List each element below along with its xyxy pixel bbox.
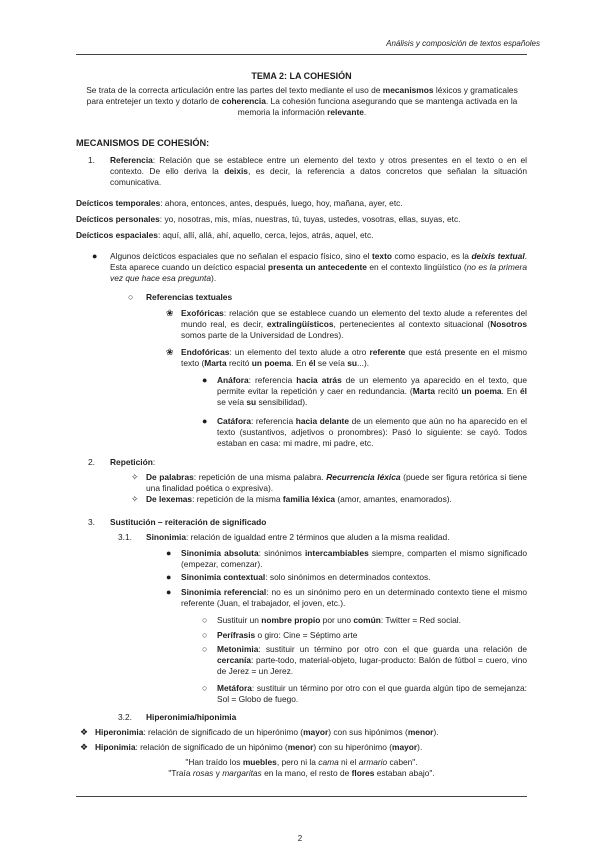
sinonimia-referencial-paragraph: Sinonimia referencial: no es un sinónimo pero en un determinado contexto tiene el mismo referente (Juan, el trabajador, el joven, etc.). bbox=[181, 587, 527, 608]
example-quote-2: "Traía rosas y margaritas en la mano, el resto de flores estaban abajo". bbox=[168, 768, 435, 778]
circle-bullet-icon: ○ bbox=[128, 292, 134, 302]
circle-bullet-icon: ○ bbox=[202, 615, 208, 625]
deicticos-espaciales: Deícticos espaciales: aquí, allí, allá, ahí, aquello, cerca, lejos, atrás, aquel, etc. bbox=[76, 230, 374, 240]
circle-bullet-icon: ○ bbox=[202, 683, 208, 693]
item-number-3: 3. bbox=[88, 517, 95, 527]
perifrasis-item: Perífrasis o giro: Cine = Séptimo arte bbox=[217, 630, 358, 640]
item-number-2: 2. bbox=[88, 457, 95, 467]
star-bullet-icon: ✧ bbox=[131, 472, 139, 482]
hiponimia-item: Hiponimia: relación de significado de un hipónimo (menor) con su hiperónimo (mayor). bbox=[95, 742, 423, 752]
bullet-icon: ● bbox=[202, 375, 208, 385]
repeticion-heading: Repetición: bbox=[110, 457, 156, 467]
footer-rule bbox=[76, 796, 527, 797]
circle-bullet-icon: ○ bbox=[202, 630, 208, 640]
circle-bullet-icon: ○ bbox=[202, 644, 208, 654]
referencias-textuales-label: Referencias textuales bbox=[146, 292, 233, 302]
section-heading: MECANISMOS DE COHESIÓN: bbox=[76, 138, 210, 148]
exoforicas-paragraph: Exofóricas: relación que se establece cuando un elemento del texto alude a referentes del mundo real, es decir, extralingüísticos, pertenecientes al contexto situacional (Nosotros somos parte de la Universidad de Londres). bbox=[181, 308, 527, 340]
sinonimia-absoluta-paragraph: Sinonimia absoluta: sinónimos intercambiables siempre, comparten el mismo significado (empezar, comenzar). bbox=[181, 548, 527, 569]
bullet-icon: ● bbox=[166, 587, 172, 597]
metafora-item: Metáfora: sustituir un término por otro con el que guarda algún tipo de semejanza: Sol = Globo de fuego. bbox=[217, 683, 527, 704]
sinonimia-paragraph: Sinonimia: relación de igualdad entre 2 términos que aluden a la misma realidad. bbox=[146, 532, 450, 542]
deixis-textual-paragraph: Algunos deícticos espaciales que no señalan el espacio físico, sino el texto como espacio, es la deíxis textual. Esta aparece cuando un deíctico espacial presenta un antecedente en el contexto lingüístico (no es la primera vez que hace esa pregunta). bbox=[110, 251, 527, 283]
deicticos-temporales: Deícticos temporales: ahora, entonces, antes, después, luego, hoy, mañana, ayer, etc. bbox=[76, 198, 403, 208]
metonimia-item: Metonimia: sustituir un término por otro con el que guarda una relación de cercanía: parte-todo, material-objeto, lugar-producto: Balón de fútbol = cuero, vino de Jerez = un Jerez. bbox=[217, 644, 527, 676]
example-quote-1: "Han traído los muebles, pero ni la cama ni el armario caben". bbox=[185, 757, 418, 767]
hiperonimia-item: Hiperonimia: relación de significado de un hiperónimo (mayor) con sus hipónimos (menor). bbox=[95, 727, 439, 737]
page-title: TEMA 2: LA COHESIÓN bbox=[251, 71, 352, 81]
flower-bullet-icon: ❀ bbox=[166, 308, 174, 318]
diamond-bullet-icon: ❖ bbox=[80, 742, 89, 752]
intro-paragraph: Se trata de la correcta articulación entre las partes del texto mediante el uso de mecanismos léxicos y gramaticales para entretejer un texto y dotarlo de coherencia. La cohesión funciona asegurando que se mantenga activada en la memoria la información relevante. bbox=[86, 85, 518, 117]
item-number-3-1: 3.1. bbox=[118, 532, 132, 542]
sustitucion-heading: Sustitución – reiteración de significado bbox=[110, 517, 267, 527]
sinonimia-contextual-paragraph: Sinonimia contextual: solo sinónimos en determinados contextos. bbox=[181, 572, 431, 582]
nombre-propio-item: Sustituir un nombre propio por uno común: Twitter = Red social. bbox=[217, 615, 461, 625]
bullet-icon: ● bbox=[166, 572, 172, 582]
catafora-paragraph: Catáfora: referencia hacia delante de un elemento que aún no ha aparecido en el texto (sustantivos, adjetivos o pronombres): Pasó lo siguiente: se cayó. Todos estaban en casa: mi madre, mi padre, etc. bbox=[217, 416, 527, 448]
anafora-paragraph: Anáfora: referencia hacia atrás de un elemento ya aparecido en el texto, que permite evitar la repetición y caer en redundancia. (Marta recitó un poema. En él se veía su sensibilidad). bbox=[217, 375, 527, 407]
item-number-1: 1. bbox=[88, 155, 95, 165]
de-lexemas-paragraph: De lexemas: repetición de la misma familia léxica (amor, amantes, enamorados). bbox=[146, 494, 452, 504]
bullet-icon: ● bbox=[202, 416, 208, 426]
page-number: 2 bbox=[297, 834, 303, 843]
flower-bullet-icon: ❀ bbox=[166, 347, 174, 357]
header-rule bbox=[76, 54, 527, 55]
endoforicas-paragraph: Endofóricas: un elemento del texto alude a otro referente que está presente en el mismo texto (Marta recitó un poema. En él se veía su...). bbox=[181, 347, 527, 368]
referencia-paragraph: Referencia: Relación que se establece entre un elemento del texto y otros presentes en el texto o en el contexto. De ello deriva la deixis, es decir, la referencia a datos concretos que señalan la situación comunicativa. bbox=[110, 155, 527, 187]
item-number-3-2: 3.2. bbox=[118, 712, 132, 722]
hiperonimia-heading: Hiperonimia/hiponimia bbox=[146, 712, 237, 722]
bullet-icon: ● bbox=[166, 548, 172, 558]
de-palabras-paragraph: De palabras: repetición de una misma palabra. Recurrencia léxica (puede ser figura retórica si tiene una finalidad poética o expresiva). bbox=[146, 472, 527, 493]
bullet-icon: ● bbox=[92, 251, 98, 261]
diamond-bullet-icon: ❖ bbox=[80, 727, 89, 737]
running-header: Análisis y composición de textos españoles bbox=[386, 39, 540, 48]
deicticos-personales: Deícticos personales: yo, nosotras, mis, mías, nuestras, tú, tuyas, ustedes, vosotras, ellas, suyas, etc. bbox=[76, 214, 461, 224]
star-bullet-icon: ✧ bbox=[131, 494, 139, 504]
